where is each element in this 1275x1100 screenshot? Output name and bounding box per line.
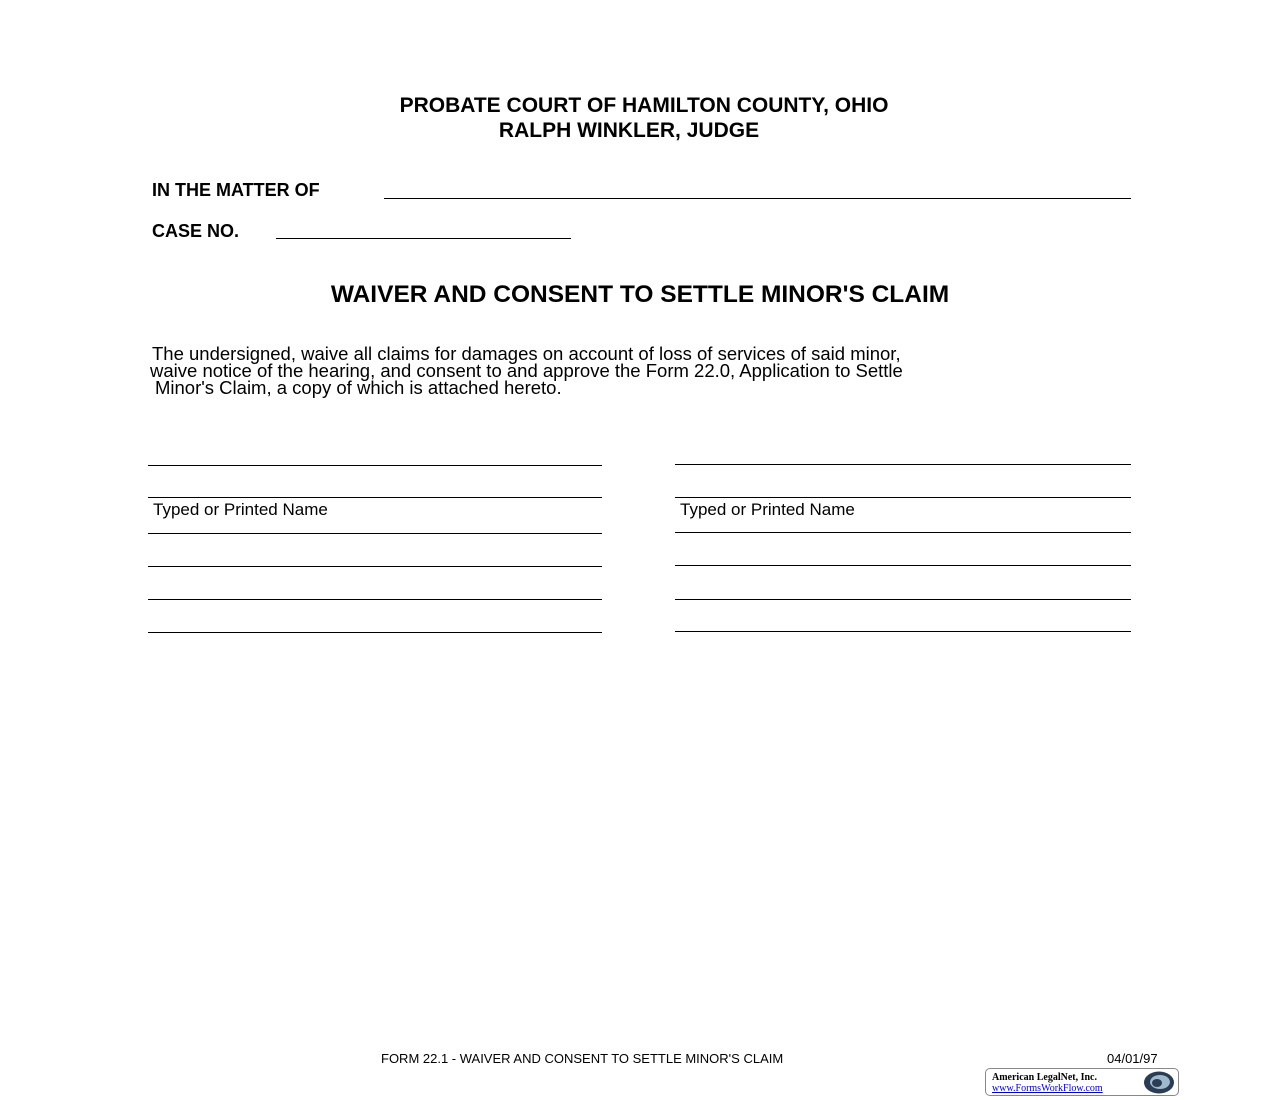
left-signature-line[interactable] [148,465,602,466]
right-address-line-2[interactable] [675,565,1131,566]
matter-label: IN THE MATTER OF [152,180,320,200]
right-address-line-4[interactable] [675,631,1131,632]
globe-icon [1142,1070,1176,1095]
left-address-line-4[interactable] [148,632,602,633]
left-name-line[interactable] [148,497,602,498]
logo-url-link[interactable]: www.FormsWorkFlow.com [992,1083,1103,1094]
left-address-line-1[interactable] [148,533,602,534]
body-line-2: waive notice of the hearing, and consent to and approve the Form 22.0, Application to Settle [150,360,903,381]
judge-name: RALPH WINKLER, JUDGE [498,119,760,142]
footer-form-name: FORM 22.1 - WAIVER AND CONSENT TO SETTLE MINOR'S CLAIM [381,1051,784,1066]
left-address-line-2[interactable] [148,566,602,567]
case-label: CASE NO. [152,221,240,241]
footer-date: 04/01/97 [1107,1051,1158,1066]
body-line-1: The undersigned, waive all claims for damages on account of loss of services of said minor, [152,343,901,364]
american-legalnet-logo[interactable] [985,1068,1179,1096]
right-name-label: Typed or Printed Name [680,500,855,519]
court-name: PROBATE COURT OF HAMILTON COUNTY, OHIO [399,94,889,117]
body-line-3: Minor's Claim, a copy of which is attached hereto. [155,377,562,398]
form-title: WAIVER AND CONSENT TO SETTLE MINOR'S CLAIM [330,281,950,308]
right-signature-line[interactable] [675,464,1131,465]
case-field-line[interactable] [276,238,571,239]
right-address-line-3[interactable] [675,599,1131,600]
logo-company-name: American LegalNet, Inc. [992,1072,1097,1083]
matter-field-line[interactable] [384,198,1131,199]
right-name-line[interactable] [675,497,1131,498]
left-name-label: Typed or Printed Name [153,500,328,519]
left-address-line-3[interactable] [148,599,602,600]
right-address-line-1[interactable] [675,532,1131,533]
